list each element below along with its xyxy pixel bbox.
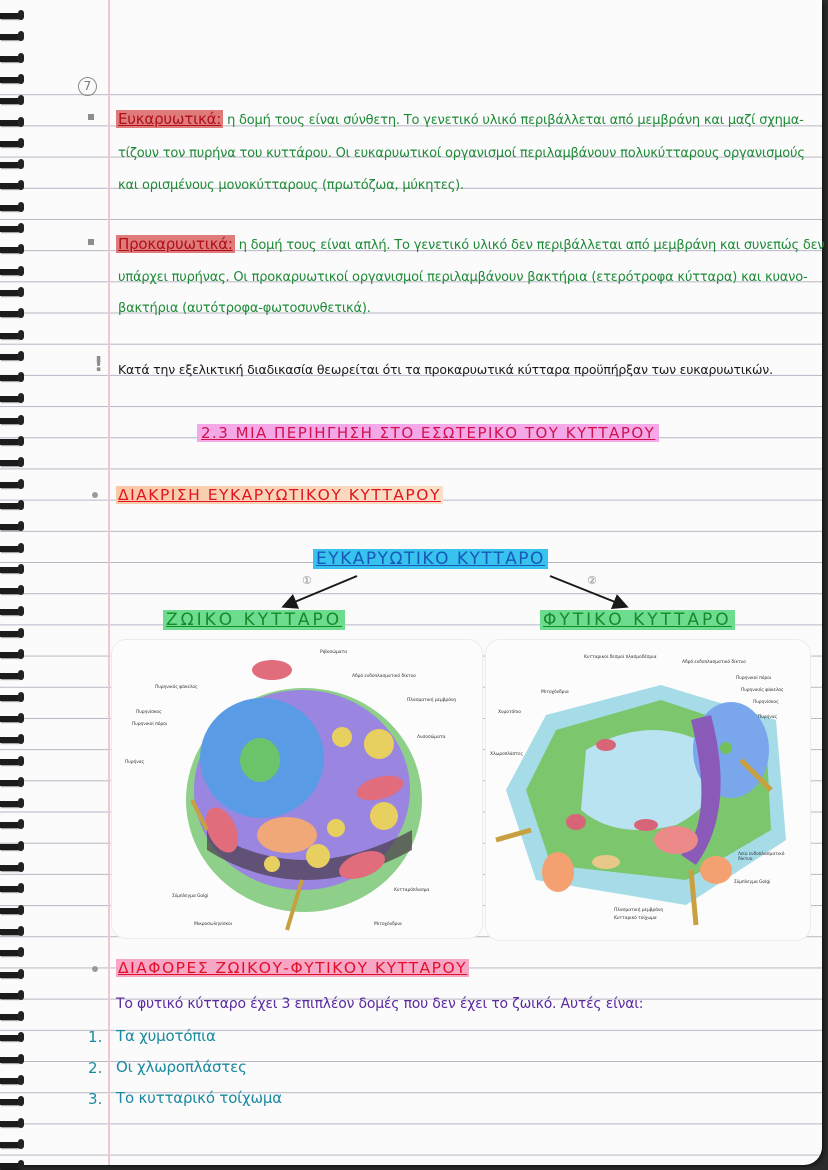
spiral-coil bbox=[0, 183, 22, 189]
spiral-coil bbox=[0, 780, 22, 786]
label-nuclear-pores: Πυρηνικοί πόροι bbox=[736, 676, 772, 681]
plant-cell-illustration bbox=[486, 640, 810, 940]
label-lysosomes: Λυσοσώματα bbox=[417, 735, 446, 740]
spiral-coil bbox=[0, 396, 22, 402]
round-bullet-icon bbox=[92, 966, 98, 972]
spiral-coil bbox=[0, 1078, 22, 1084]
spiral-coil bbox=[0, 34, 22, 40]
differences-title: ΔΙΑΦΟΡΕΣ ΖΩΙΚΟΥ-ΦΥΤΙΚΟΥ ΚΥΤΤΑΡΟΥ bbox=[118, 959, 468, 977]
eukaryotic-line-2: τίζουν τον πυρήνα του κυττάρου. Οι ευκαρυωτικοί οργανισμοί περιλαμβάνουν πολυκύτταρους οργανισμούς bbox=[118, 146, 805, 161]
page-number: 7 bbox=[78, 77, 97, 96]
spiral-coil bbox=[0, 1057, 22, 1063]
spiral-coil bbox=[0, 865, 22, 871]
spiral-coil bbox=[0, 1014, 22, 1020]
spiral-coil bbox=[0, 822, 22, 828]
chapter-title: 2.3 ΜΙΑ ΠΕΡΙΗΓΗΣΗ ΣΤΟ ΕΣΩΤΕΡΙΚΟ ΤΟΥ ΚΥΤΤΑΡΟΥ bbox=[197, 424, 659, 442]
spiral-coil bbox=[0, 929, 22, 935]
spiral-coil bbox=[0, 716, 22, 722]
spiral-coil bbox=[0, 993, 22, 999]
spiral-coil bbox=[0, 908, 22, 914]
spiral-coil bbox=[0, 631, 22, 637]
spiral-coil bbox=[0, 972, 22, 978]
distinction-title: ΔΙΑΚΡΙΣΗ ΕΥΚΑΡΥΩΤΙΚΟΥ ΚΥΤΤΑΡΟΥ bbox=[118, 486, 441, 504]
spiral-coil bbox=[0, 354, 22, 360]
spiral-coil bbox=[0, 460, 22, 466]
spiral-coil bbox=[0, 247, 22, 253]
label-cell-junctions: Κυτταρικοί δεσμοί πλασμοδέσμια bbox=[584, 655, 657, 660]
list-item-chloroplasts: Οι χλωροπλάστες bbox=[116, 1058, 247, 1076]
spiral-coil bbox=[0, 439, 22, 445]
branch-arrows-icon bbox=[240, 566, 640, 616]
spiral-coil bbox=[0, 56, 22, 62]
list-item-vacuoles: Τα χυμοτόπια bbox=[116, 1027, 216, 1045]
spiral-coil bbox=[0, 673, 22, 679]
spiral-binding bbox=[0, 0, 26, 1170]
spiral-coil bbox=[0, 141, 22, 147]
spiral-coil bbox=[0, 269, 22, 275]
branch-number-1: ① bbox=[302, 574, 312, 587]
eukaryotic-line-1: Ευκαρυωτικά: η δομή τους είναι σύνθετη. Το γενετικό υλικό περιβάλλεται από μεμβράνη και μαζί σχημα- bbox=[118, 110, 804, 128]
label-nuclear-envelope: Πυρηνικός φάκελος bbox=[155, 685, 198, 690]
label-nuclear-envelope: Πυρηνικός φάκελος bbox=[741, 688, 784, 693]
label-nucleolus: Πυρηνίσκος bbox=[753, 700, 779, 705]
label-mitochondria: Μιτοχόνδρια bbox=[541, 690, 569, 695]
plant-cell-diagram bbox=[486, 640, 810, 940]
list-number: 1. bbox=[88, 1028, 103, 1046]
square-bullet-icon bbox=[88, 239, 94, 245]
spiral-coil bbox=[0, 609, 22, 615]
round-bullet-icon bbox=[92, 492, 98, 498]
label-vacuole: Χυμοτόπιο bbox=[498, 710, 521, 715]
eukaryotic-line-3: και ορισμένους μονοκύτταρους (πρωτόζωα, μύκητες). bbox=[118, 178, 464, 193]
label-cytoplasm: Κυτταρόπλασμα bbox=[394, 888, 430, 893]
spiral-coil bbox=[0, 1121, 22, 1127]
list-number: 3. bbox=[88, 1090, 103, 1108]
square-bullet-icon bbox=[88, 114, 94, 120]
label-ribosomes: Ριβοσώματα bbox=[320, 650, 347, 655]
label-nuclear-pores: Πυρηνικοί πόροι bbox=[132, 722, 168, 727]
label-rough-er: Αδρό ενδοπλασματικό δίκτυο bbox=[352, 674, 416, 679]
differences-intro: Το φυτικό κύτταρο έχει 3 επιπλέον δομές που δεν έχει το ζωικό. Αυτές είναι: bbox=[116, 996, 644, 1012]
spiral-coil bbox=[0, 205, 22, 211]
list-number: 2. bbox=[88, 1059, 103, 1077]
spiral-coil bbox=[0, 546, 22, 552]
spiral-coil bbox=[0, 503, 22, 509]
spiral-coil bbox=[0, 695, 22, 701]
label-nucleolus: Πυρηνίσκος bbox=[136, 710, 162, 715]
spiral-coil bbox=[0, 737, 22, 743]
label-nucleus: Πυρήνας bbox=[125, 760, 145, 765]
spiral-coil bbox=[0, 418, 22, 424]
spiral-coil bbox=[0, 162, 22, 168]
spiral-coil bbox=[0, 375, 22, 381]
evolution-note: Κατά την εξελικτική διαδικασία θεωρείται ότι τα προκαρυωτικά κύτταρα προϋπήρξαν των ευκαρυωτικών. bbox=[118, 362, 773, 377]
plant-cell-heading: ΦΥΤΙΚΟ ΚΥΤΤΑΡΟ bbox=[540, 610, 735, 630]
label-smooth-er: Λείο ενδοπλασματικό δίκτυο bbox=[738, 852, 785, 862]
spiral-coil bbox=[0, 567, 22, 573]
spiral-coil bbox=[0, 1035, 22, 1041]
list-item-cell-wall: Το κυτταρικό τοίχωμα bbox=[116, 1089, 282, 1107]
page-header-area bbox=[0, 0, 822, 94]
spiral-coil bbox=[0, 652, 22, 658]
spiral-coil bbox=[0, 588, 22, 594]
prokaryotic-line-3: βακτήρια (αυτότροφα-φωτοσυνθετικά). bbox=[118, 301, 371, 316]
spiral-coil bbox=[0, 1142, 22, 1148]
label-chloroplasts: Χλωροπλάστες bbox=[490, 752, 523, 757]
spiral-coil bbox=[0, 77, 22, 83]
spiral-coil bbox=[0, 524, 22, 530]
label-golgi: Σύμπλεγμα Golgi bbox=[734, 880, 771, 885]
label-mitochondria: Μιτοχόνδρια bbox=[374, 922, 402, 927]
label-nucleus: Πυρήνας bbox=[758, 715, 778, 720]
prokaryotic-term: Προκαρυωτικά: bbox=[118, 235, 233, 253]
spiral-coil bbox=[0, 886, 22, 892]
spiral-coil bbox=[0, 226, 22, 232]
spiral-coil bbox=[0, 759, 22, 765]
exclamation-icon: ! bbox=[94, 352, 104, 376]
branch-number-2: ② bbox=[587, 574, 597, 587]
spiral-coil bbox=[0, 1163, 22, 1169]
animal-cell-diagram bbox=[112, 640, 482, 938]
label-rough-er: Αδρό ενδοπλασματικό δίκτυο bbox=[682, 660, 746, 665]
spiral-coil bbox=[0, 13, 22, 19]
spiral-coil bbox=[0, 311, 22, 317]
eukaryotic-term: Ευκαρυωτικά: bbox=[118, 110, 222, 128]
spiral-coil bbox=[0, 120, 22, 126]
prokaryotic-line-1: Προκαρυωτικά: η δομή τους είναι απλή. Το γενετικό υλικό δεν περιβάλλεται από μεμβράνη και συνεπώς δεν bbox=[118, 235, 825, 253]
prokaryotic-line-2: υπάρχει πυρήνας. Οι προκαρυωτικοί οργανισμοί περιλαμβάνουν βακτήρια (ετερότροφα κύτταρα) και κυανο- bbox=[118, 270, 808, 285]
label-microtubules: Μικροσωληνίσκοι bbox=[194, 922, 233, 927]
animal-cell-heading: ΖΩΙΚΟ ΚΥΤΤΑΡΟ bbox=[163, 610, 345, 630]
spiral-coil bbox=[0, 801, 22, 807]
spiral-coil bbox=[0, 333, 22, 339]
label-plasma-membrane: Πλασματική μεμβράνη bbox=[614, 908, 664, 913]
label-golgi: Σύμπλεγμα Golgi bbox=[172, 894, 209, 899]
spiral-coil bbox=[0, 482, 22, 488]
label-cell-wall: Κυτταρικό τοίχωμα bbox=[614, 916, 657, 921]
spiral-coil bbox=[0, 844, 22, 850]
spiral-coil bbox=[0, 290, 22, 296]
label-plasma-membrane: Πλασματική μεμβράνη bbox=[407, 698, 457, 703]
spiral-coil bbox=[0, 1099, 22, 1105]
spiral-coil bbox=[0, 950, 22, 956]
eukaryotic-cell-root: ΕΥΚΑΡΥΩΤΙΚΟ ΚΥΤΤΑΡΟ bbox=[313, 549, 548, 569]
spiral-coil bbox=[0, 98, 22, 104]
margin-line bbox=[108, 0, 110, 1165]
